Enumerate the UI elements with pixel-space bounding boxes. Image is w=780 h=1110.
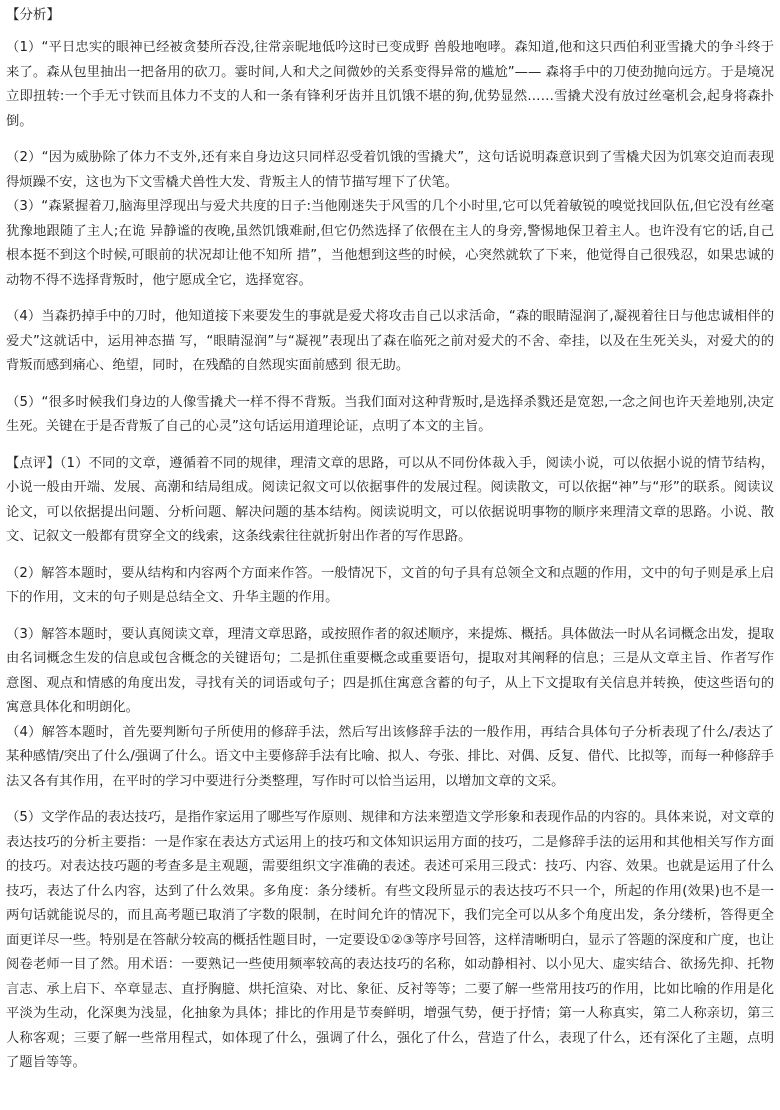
comment-paragraph-3: （3）解答本题时，要认真阅读文章，理清文章思路，或按照作者的叙述顺序，来提炼、概括。具体做法一时从名词概念出发，提取由名词概念生发的信息或包含概念的关键语句；二是抓住重要概念或重要语句，提取对其阐释的信息；三是从文章主旨、作者写作意图、观点和情感的角度出发，寻找有关的词语或句子；四是抓住寓意含蓄的句子，从上下文提取有关信息并转换，使这些语句的寓意具体化和明朗化。 xyxy=(6,626,774,715)
analysis-paragraph-1: （1）“平日忠实的眼神已经被贪婪所吞没,往常亲昵地低吟这时已变成野 兽般地咆哮。森知道,他和这只西伯利亚雪撬犬的争斗终于来了。森从包里抽出一把备用的砍刀。霎时间,人和犬之间微妙的关系变得异常的尴尬”—— 森将手中的刀使劲抛向远方。于是境况立即扭转:一个手无寸铁而且体力不支的人和一条有锋利牙齿并且饥饿不堪的狗,优势显然……雪撬犬没有放过丝毫机会,起身将森扑倒。 xyxy=(6,40,774,129)
analysis-paragraph-2: （2）“因为威胁除了体力不支外,还有来自身边这只同样忍受着饥饿的雪撬犬”，这句话说明森意识到了雪橇犬因为饥寒交迫而表现得烦躁不安，这也为下文雪橇犬兽性大发、背叛主人的情节描写埋下了伏笔。 xyxy=(6,150,774,190)
comment-paragraph-5: （5）文学作品的表达技巧，是指作家运用了哪些写作原则、规律和方法来塑造文学形象和表现作品的内容的。具体来说，对文章的表达技巧的分析主要指：一是作家在表达方式运用上的技巧和文体知识运用方面的技巧，二是修辞手法的运用和其他相关写作方面的技巧。对表达技巧题的考查多是主观题，需要组织文字准确的表述。表述可采用三段式：技巧、内容、效果。也就是运用了什么技巧，表达了什么内容，达到了什么效果。多角度：条分缕析。有些文段所显示的表达技巧不只一个，所起的作用(效果)也不是一两句话就能说尽的，而且高考题已取消了字数的限制，在时间允许的情况下，我们完全可以从多个角度出发，条分缕析，答得更全面更详尽一些。特别是在答献分较高的概括性题目时，一定要设①②③等序号回答，这样清晰明白，显示了答题的深度和广度，也让阅卷老师一目了然。用术语：一要熟记一些使用频率较高的表达技巧的名称，如动静相衬、以小见大、虚实结合、欲扬先抑、托物言志、承上启下、卒章显志、直抒胸臆、烘托渲染、对比、象征、反衬等等；二要了解一些常用技巧的作用，比如比喻的作用是化平淡为生动，化深奥为浅显，化抽象为具体；排比的作用是节奏鲜明，增强气势，便于抒情；第一人称真实，第二人称亲切，第三人称客观；三要了解一些常用程式，如体现了什么，强调了什么，强化了什么，营造了什么，表现了什么，还有深化了主题，点明了题旨等等。 xyxy=(6,810,774,1070)
comment-paragraph-2: （2）解答本题时，要从结构和内容两个方面来作答。一般情况下，文首的句子具有总领全文和点题的作用，文中的句子则是承上启下的作用，文末的句子则是总结全文、升华主题的作用。 xyxy=(6,565,774,605)
analysis-heading: 【分析】 xyxy=(6,7,60,23)
comment-paragraph-4: （4）解答本题时，首先要判断句子所使用的修辞手法，然后写出该修辞手法的一般作用，再结合具体句子分析表现了什么/表达了某种感情/突出了什么/强调了什么。语文中主要修辞手法有比喻、拟人、夸张、排比、对偶、反复、借代、比拟等，而每一种修辞手法又各有其作用，在平时的学习中要进行分类整理，写作时可以恰当运用，以增加文章的文采。 xyxy=(6,724,774,789)
analysis-paragraph-5: （5）“很多时候我们身边的人像雪撬犬一样不得不背叛。当我们面对这种背叛时,是选择杀戮还是宽恕,一念之间也许天差地别,决定生死。关键在于是否背叛了自己的心灵”这句话运用道理论证，点明了本文的主旨。 xyxy=(6,394,774,434)
analysis-paragraph-3: （3）“森紧握着刀,脑海里浮现出与爱犬共度的日子:当他刚迷失于风雪的几个小时里,它可以凭着敏锐的嗅觉找回队伍,但它没有丝毫犹豫地跟随了主人;在诡 异静谧的夜晚,虽然饥饿难耐,但它仍然选择了依偎在主人的身旁,警惕地保卫着主人。也许没有它的话,自己根本挺不到这个时候,可眼前的状况却让他不知所 措”，当他想到这些的时候，心突然就软了下来，他觉得自己很残忍，如果忠诚的动物不得不选择背叛时，他宁愿成全它，选择宽容。 xyxy=(6,199,774,288)
comment-paragraph-1: 【点评】（1）不同的文章，遵循着不同的规律，理清文章的思路，可以从不同份体裁入手，阅读小说，可以依据小说的情节结构，小说一般由开端、发展、高潮和结局组成。阅读记叙文可以依据事件的发展过程。阅读散文，可以依据“神”与“形”的联系。阅读议论文，可以依据提出问题、分析问题、解决问题的基本结构。阅读说明文，可以依据说明事物的顺序来理清文章的思路。小说、散文、记叙文一般都有贯穿全文的线索，这条线索往往就折射出作者的写作思路。 xyxy=(6,455,774,544)
analysis-paragraph-4: （4）当森扔掉手中的刀时，他知道接下来要发生的事就是爱犬将攻击自己以求活命，“森的眼睛湿润了,凝视着往日与他忠诚相伴的爱犬”这就话中，运用神态描 写，“眼睛湿润”与“凝视”表现出了森在临死之前对爱犬的不舍、牵挂，以及在生死关头，对爱犬的的背叛而感到痛心、绝望，同时，在残酷的自然现实面前感到 很无助。 xyxy=(6,309,774,373)
